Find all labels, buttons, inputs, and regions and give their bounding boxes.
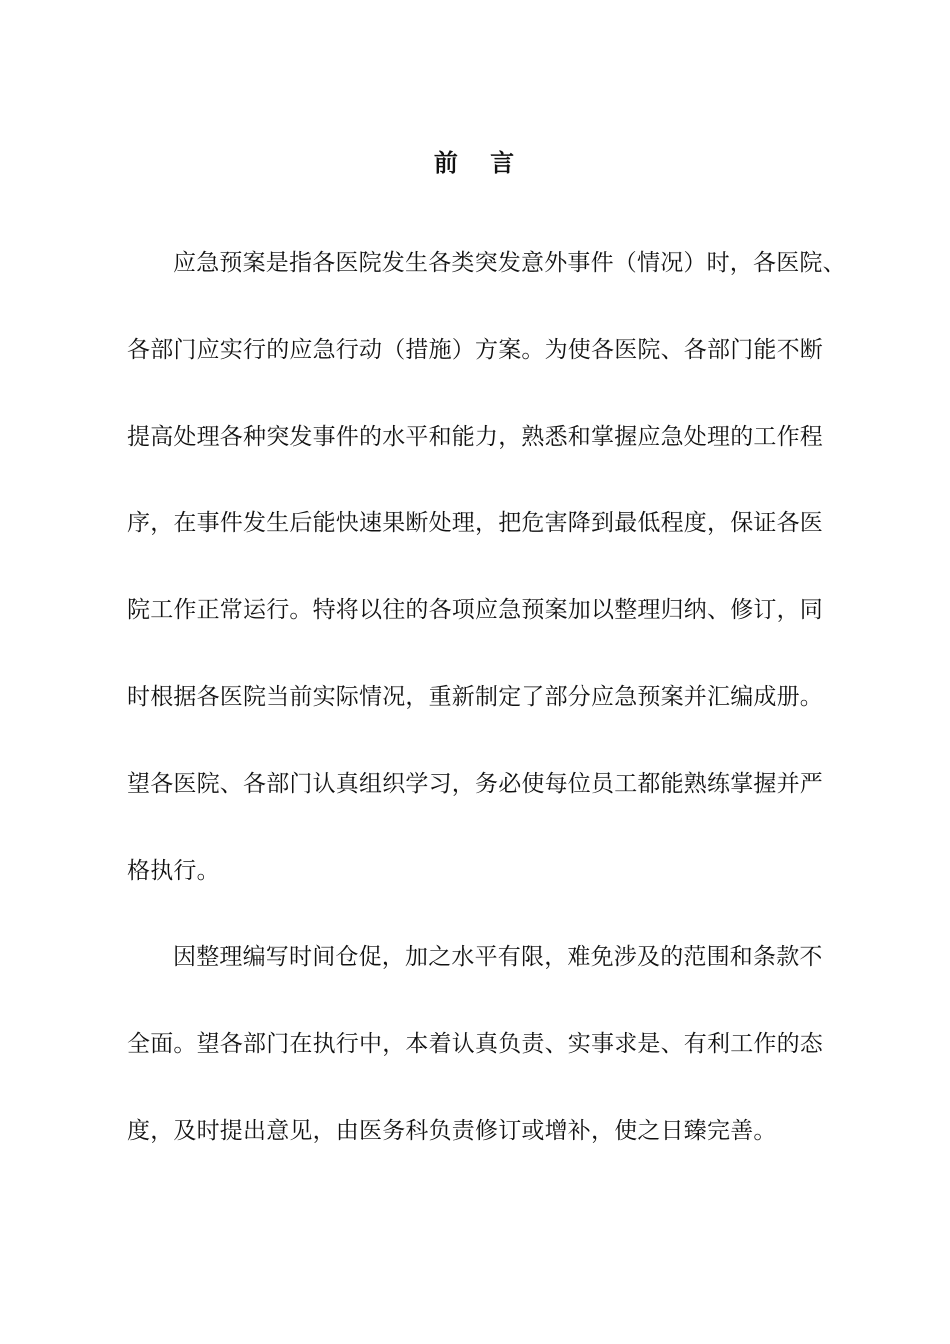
paragraph-1-line-1: 应急预案是指各医院发生各类突发意外事件（情况）时，各医院、 xyxy=(173,250,846,276)
paragraph-1-line-3: 提高处理各种突发事件的水平和能力，熟悉和掌握应急处理的工作程 xyxy=(127,423,823,450)
paragraph-1-line-5: 院工作正常运行。特将以往的各项应急预案加以整理归纳、修订，同 xyxy=(127,597,823,624)
paragraph-2-line-3: 度，及时提出意见，由医务科负责修订或增补，使之日臻完善。 xyxy=(127,1117,777,1144)
paragraph-1-line-8: 格执行。 xyxy=(127,857,220,884)
paragraph-1-line-6: 时根据各医院当前实际情况，重新制定了部分应急预案并汇编成册。 xyxy=(127,683,823,710)
paragraph-1-line-7: 望各医院、各部门认真组织学习，务必使每位员工都能熟练掌握并严 xyxy=(127,770,823,797)
preface-body xyxy=(127,241,846,1196)
paragraph-1-line-4: 序，在事件发生后能快速果断处理，把危害降到最低程度，保证各医 xyxy=(127,510,823,537)
paragraph-1-line-2: 各部门应实行的应急行动（措施）方案。为使各医院、各部门能不断 xyxy=(127,336,823,363)
page-title: 前 言 xyxy=(433,149,527,177)
paragraph-2-line-2: 全面。望各部门在执行中，本着认真负责、实事求是、有利工作的态 xyxy=(127,1031,823,1058)
paragraph-2-line-1: 因整理编写时间仓促，加之水平有限，难免涉及的范围和条款不 xyxy=(173,944,823,971)
